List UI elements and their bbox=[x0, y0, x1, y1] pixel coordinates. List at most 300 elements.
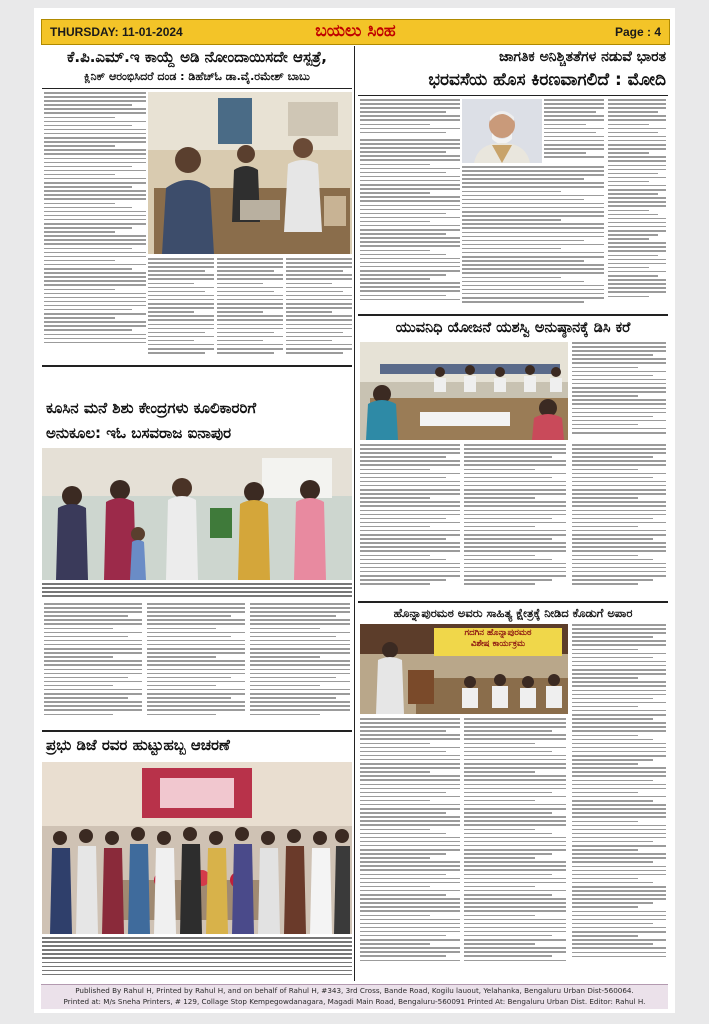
text-line bbox=[360, 258, 460, 260]
text-line bbox=[608, 165, 666, 167]
text-line bbox=[572, 416, 653, 418]
text-line bbox=[360, 894, 446, 896]
text-line bbox=[360, 882, 460, 884]
text-line bbox=[44, 174, 115, 176]
yuvanidhi-headline: ಯುವನಿಧಿ ಯೋಜನೆ ಯಶಸ್ವಿ ಅನುಷ್ಠಾನಕ್ಕೆ ಡಿಸಿ ಕರೆ bbox=[395, 320, 631, 336]
text-line bbox=[286, 291, 343, 293]
text-line bbox=[360, 111, 446, 113]
text-line bbox=[44, 632, 142, 634]
text-line bbox=[572, 956, 666, 958]
text-line bbox=[462, 186, 604, 188]
text-line bbox=[217, 270, 274, 272]
caption-line bbox=[42, 974, 352, 976]
modi-body-text-intro bbox=[360, 99, 460, 137]
text-line bbox=[608, 177, 666, 179]
text-line bbox=[464, 775, 566, 777]
text-line bbox=[360, 290, 460, 292]
text-line bbox=[360, 192, 430, 194]
text-line bbox=[360, 132, 446, 134]
text-line bbox=[462, 297, 604, 299]
text-line bbox=[44, 158, 146, 160]
kpme-subheadline: ಕ್ಲಿನಿಕ್ ಆರಂಭಿಸಿದರೆ ದಂಡ : ಡಿಹೆಚ್‌ಓ ಡಾ.ವೈ.ರಮೇಶ್ ಬಾಬು bbox=[84, 70, 310, 83]
text-line bbox=[360, 779, 460, 781]
text-line bbox=[44, 603, 142, 605]
text-line bbox=[608, 275, 658, 277]
text-line bbox=[360, 124, 430, 126]
text-line bbox=[572, 399, 666, 401]
text-line bbox=[147, 611, 245, 613]
text-line bbox=[360, 563, 460, 565]
text-line bbox=[608, 119, 666, 121]
text-line bbox=[360, 241, 460, 243]
text-line bbox=[360, 103, 460, 105]
page-number: Page : 4 bbox=[614, 25, 661, 39]
text-line bbox=[250, 640, 350, 642]
text-line bbox=[462, 170, 604, 172]
text-line bbox=[360, 286, 460, 288]
text-line bbox=[464, 522, 566, 524]
text-line bbox=[608, 267, 649, 269]
text-line bbox=[608, 283, 666, 285]
caption-line bbox=[42, 583, 352, 585]
text-line bbox=[572, 825, 666, 827]
text-line bbox=[572, 902, 653, 904]
text-line bbox=[572, 853, 666, 855]
text-line bbox=[572, 538, 653, 540]
text-line bbox=[464, 497, 535, 499]
text-line bbox=[572, 837, 666, 839]
text-line bbox=[44, 186, 132, 188]
text-line bbox=[360, 518, 446, 520]
text-line bbox=[464, 555, 535, 557]
text-line bbox=[572, 563, 666, 565]
text-line bbox=[572, 816, 666, 818]
rule bbox=[358, 601, 668, 603]
text-line bbox=[286, 278, 352, 280]
text-line bbox=[572, 518, 653, 520]
text-line bbox=[360, 510, 460, 512]
text-line bbox=[44, 313, 146, 315]
text-line bbox=[360, 559, 446, 561]
text-line bbox=[360, 734, 460, 736]
text-line bbox=[462, 289, 604, 291]
text-line bbox=[572, 673, 666, 675]
text-line bbox=[572, 919, 666, 921]
text-line bbox=[286, 332, 343, 334]
text-line bbox=[572, 501, 666, 503]
text-line bbox=[572, 939, 666, 941]
text-line bbox=[360, 176, 460, 178]
text-line bbox=[360, 833, 446, 835]
text-line bbox=[147, 628, 216, 630]
text-line bbox=[608, 152, 649, 154]
text-line bbox=[147, 603, 245, 605]
text-line bbox=[572, 771, 666, 773]
text-line bbox=[464, 910, 566, 912]
text-line bbox=[44, 652, 142, 654]
text-line bbox=[360, 274, 446, 276]
text-line bbox=[217, 262, 283, 264]
caption-line bbox=[42, 953, 352, 955]
text-line bbox=[464, 771, 535, 773]
text-line bbox=[608, 144, 666, 146]
text-line bbox=[44, 284, 146, 286]
text-line bbox=[44, 133, 146, 135]
text-line bbox=[572, 849, 638, 851]
text-line bbox=[148, 328, 214, 330]
text-line bbox=[572, 387, 666, 389]
text-line bbox=[462, 256, 604, 258]
text-line bbox=[360, 849, 460, 851]
text-line bbox=[217, 324, 283, 326]
text-line bbox=[608, 103, 666, 105]
kpme-body-text-2 bbox=[148, 258, 214, 362]
text-line bbox=[572, 841, 653, 843]
text-line bbox=[464, 456, 552, 458]
text-line bbox=[286, 348, 352, 350]
text-line bbox=[572, 571, 666, 573]
text-line bbox=[464, 751, 552, 753]
text-line bbox=[217, 344, 283, 346]
text-line bbox=[572, 870, 666, 872]
text-line bbox=[464, 546, 566, 548]
text-line bbox=[608, 197, 666, 199]
modi-portrait-photo bbox=[462, 99, 542, 163]
koosina-body-text-2 bbox=[147, 603, 245, 723]
text-line bbox=[544, 140, 604, 142]
text-line bbox=[217, 291, 274, 293]
text-line bbox=[148, 352, 205, 354]
text-line bbox=[148, 262, 214, 264]
text-line bbox=[360, 444, 460, 446]
text-line bbox=[44, 636, 128, 638]
text-line bbox=[360, 771, 430, 773]
text-line bbox=[572, 452, 666, 454]
text-line bbox=[572, 653, 666, 655]
text-line bbox=[360, 939, 460, 941]
text-line bbox=[572, 780, 653, 782]
text-line bbox=[360, 775, 460, 777]
text-line bbox=[464, 448, 566, 450]
prabhu-headline: ಪ್ರಭು ಡಿಜೆ ರವರ ಹುಟ್ಟುಹಬ್ಬ ಆಚರಣೆ bbox=[46, 736, 230, 754]
text-line bbox=[250, 689, 350, 691]
text-line bbox=[572, 371, 666, 373]
text-line bbox=[608, 263, 666, 265]
text-line bbox=[250, 644, 350, 646]
text-line bbox=[464, 518, 552, 520]
text-line bbox=[360, 718, 460, 720]
text-line bbox=[572, 788, 666, 790]
text-line bbox=[572, 874, 666, 876]
text-line bbox=[360, 151, 446, 153]
text-line bbox=[360, 225, 460, 227]
kpme-headline: ಕೆ.ಪಿ.ಎಮ್.ಇ ಕಾಯ್ದೆ ಅಡಿ ನೋಂದಾಯಿಸದೇ ಆಸ್ಪತ್ರೆ, bbox=[67, 48, 327, 66]
text-line bbox=[464, 853, 552, 855]
text-line bbox=[572, 534, 666, 536]
text-line bbox=[608, 132, 658, 134]
text-line bbox=[608, 140, 666, 142]
text-line bbox=[572, 661, 666, 663]
text-line bbox=[462, 260, 584, 262]
text-line bbox=[464, 485, 566, 487]
text-line bbox=[286, 295, 352, 297]
text-line bbox=[360, 837, 460, 839]
text-line bbox=[360, 829, 430, 831]
text-line bbox=[44, 272, 146, 274]
text-line bbox=[44, 256, 146, 258]
text-line bbox=[572, 649, 638, 651]
text-line bbox=[464, 473, 566, 475]
text-line bbox=[360, 784, 460, 786]
honnappa-headline: ಹೊನ್ನಾಪುರಮಠ ಅವರು ಸಾಹಿತ್ಯ ಕ್ಷೇತ್ರಕ್ಕೆ ನೀಡಿದ ಕೊಡುಗೆ ಅಪಾರ bbox=[393, 606, 633, 620]
text-line bbox=[44, 141, 146, 143]
modi-body-text-1 bbox=[544, 99, 604, 163]
text-line bbox=[360, 751, 446, 753]
text-line bbox=[608, 173, 658, 175]
text-line bbox=[464, 788, 566, 790]
modi-headline-2: ಭರವಸೆಯ ಹೊಸ ಕಿರಣವಾಗಲಿದೆ : ಮೋದಿ bbox=[428, 70, 666, 90]
text-line bbox=[572, 882, 653, 884]
text-line bbox=[217, 278, 283, 280]
text-line bbox=[148, 278, 214, 280]
text-line bbox=[360, 254, 446, 256]
text-line bbox=[464, 804, 566, 806]
text-line bbox=[44, 709, 142, 711]
text-line bbox=[572, 354, 653, 356]
text-line bbox=[360, 147, 460, 149]
text-line bbox=[572, 784, 666, 786]
text-line bbox=[608, 185, 666, 187]
text-line bbox=[464, 579, 552, 581]
text-line bbox=[464, 489, 566, 491]
text-line bbox=[572, 456, 653, 458]
text-line bbox=[217, 299, 283, 301]
text-line bbox=[572, 698, 653, 700]
rule bbox=[42, 365, 352, 367]
text-line bbox=[360, 747, 460, 749]
text-line bbox=[608, 193, 658, 195]
text-line bbox=[464, 526, 535, 528]
text-line bbox=[360, 221, 430, 223]
text-line bbox=[572, 735, 638, 737]
rule bbox=[42, 88, 352, 89]
text-line bbox=[464, 874, 552, 876]
text-line bbox=[572, 424, 638, 426]
text-line bbox=[217, 307, 283, 309]
text-line bbox=[360, 583, 430, 585]
modi-body-text-3 bbox=[360, 139, 460, 312]
text-line bbox=[464, 951, 566, 953]
text-line bbox=[44, 129, 146, 131]
caption-line bbox=[42, 937, 352, 939]
text-line bbox=[572, 579, 653, 581]
text-line bbox=[44, 117, 115, 119]
text-line bbox=[360, 538, 446, 540]
text-line bbox=[250, 705, 350, 707]
text-line bbox=[608, 169, 666, 171]
text-line bbox=[572, 546, 666, 548]
text-line bbox=[44, 297, 146, 299]
text-line bbox=[44, 293, 146, 295]
text-line bbox=[250, 697, 336, 699]
text-line bbox=[464, 505, 566, 507]
text-line bbox=[360, 571, 460, 573]
text-line bbox=[286, 287, 352, 289]
text-line bbox=[462, 277, 561, 279]
text-line bbox=[360, 464, 460, 466]
text-line bbox=[572, 763, 638, 765]
text-line bbox=[250, 709, 350, 711]
text-line bbox=[360, 270, 460, 272]
text-line bbox=[464, 960, 566, 962]
text-line bbox=[360, 526, 430, 528]
text-line bbox=[360, 743, 430, 745]
text-line bbox=[464, 444, 566, 446]
text-line bbox=[360, 172, 446, 174]
text-line bbox=[286, 324, 352, 326]
text-line bbox=[608, 259, 666, 261]
koosina-headline-1: ಕೂಸಿನ ಮನೆ ಶಿಶು ಕೇಂದ್ರಗಳು ಕೂಲಿಕಾರರಿಗೆ bbox=[46, 399, 257, 417]
text-line bbox=[572, 485, 666, 487]
text-line bbox=[360, 788, 460, 790]
text-line bbox=[608, 255, 658, 257]
text-line bbox=[217, 340, 263, 342]
text-line bbox=[217, 295, 283, 297]
text-line bbox=[572, 800, 653, 802]
text-line bbox=[608, 271, 666, 273]
text-line bbox=[464, 469, 535, 471]
text-line bbox=[360, 845, 460, 847]
text-line bbox=[44, 211, 146, 213]
text-line bbox=[148, 319, 214, 321]
text-line bbox=[44, 243, 146, 245]
text-line bbox=[360, 792, 446, 794]
text-line bbox=[44, 656, 113, 658]
text-line bbox=[148, 299, 214, 301]
honnappa-banner-text bbox=[434, 628, 562, 650]
text-line bbox=[544, 144, 604, 146]
text-line bbox=[147, 615, 231, 617]
caption-line bbox=[42, 966, 352, 968]
text-line bbox=[608, 287, 666, 289]
text-line bbox=[360, 522, 460, 524]
text-line bbox=[360, 726, 460, 728]
text-line bbox=[572, 408, 666, 410]
text-line bbox=[572, 460, 666, 462]
text-line bbox=[44, 178, 146, 180]
text-line bbox=[148, 340, 194, 342]
text-line bbox=[462, 199, 584, 201]
text-line bbox=[44, 100, 146, 102]
text-line bbox=[572, 477, 653, 479]
text-line bbox=[286, 270, 343, 272]
text-line bbox=[250, 656, 320, 658]
imprint-line-2: Printed at: M/s Sneha Printers, # 129, Collage Stop Kempegowdanagara, Magadi Main Road, Bengaluru-560091 Printed At: Bengaluru Urban Dist. Editor: Rahul H. bbox=[63, 997, 646, 1006]
text-line bbox=[286, 352, 343, 354]
text-line bbox=[462, 227, 604, 229]
text-line bbox=[360, 841, 460, 843]
text-line bbox=[147, 714, 216, 716]
text-line bbox=[608, 279, 666, 281]
text-line bbox=[44, 321, 146, 323]
text-line bbox=[464, 886, 535, 888]
text-line bbox=[572, 878, 638, 880]
text-line bbox=[572, 350, 666, 352]
text-line bbox=[464, 845, 566, 847]
honnappa-banner-line-1: ಗದಗಿನ ಹೊನ್ನಾಪುರಮಠ bbox=[464, 628, 532, 638]
text-line bbox=[608, 111, 658, 113]
text-line bbox=[572, 796, 666, 798]
caption-line bbox=[42, 962, 352, 964]
text-line bbox=[572, 906, 638, 908]
text-line bbox=[464, 477, 552, 479]
text-line bbox=[360, 164, 430, 166]
text-line bbox=[572, 522, 666, 524]
text-line bbox=[464, 452, 566, 454]
text-line bbox=[462, 272, 604, 274]
text-line bbox=[44, 137, 146, 139]
text-line bbox=[44, 198, 146, 200]
kpme-inspection-photo bbox=[148, 92, 352, 254]
text-line bbox=[250, 632, 350, 634]
koosina-photo-caption bbox=[42, 583, 352, 600]
text-line bbox=[44, 714, 113, 716]
text-line bbox=[44, 705, 142, 707]
text-line bbox=[44, 112, 146, 114]
text-line bbox=[544, 99, 604, 101]
text-line bbox=[360, 534, 460, 536]
text-line bbox=[572, 665, 666, 667]
text-line bbox=[572, 575, 666, 577]
text-line bbox=[250, 693, 350, 695]
text-line bbox=[360, 159, 460, 161]
text-line bbox=[147, 673, 245, 675]
text-line bbox=[148, 324, 214, 326]
text-line bbox=[360, 861, 460, 863]
text-line bbox=[360, 128, 460, 130]
text-line bbox=[360, 233, 446, 235]
text-line bbox=[360, 262, 460, 264]
text-line bbox=[464, 931, 566, 933]
text-line bbox=[44, 615, 128, 617]
rule bbox=[42, 730, 352, 732]
text-line bbox=[360, 542, 460, 544]
text-line bbox=[464, 759, 566, 761]
text-line bbox=[608, 99, 666, 101]
text-line bbox=[464, 493, 566, 495]
text-line bbox=[44, 648, 142, 650]
text-line bbox=[464, 927, 566, 929]
text-line bbox=[464, 865, 566, 867]
text-line bbox=[462, 207, 604, 209]
text-line bbox=[572, 583, 638, 585]
text-line bbox=[44, 239, 146, 241]
text-line bbox=[44, 104, 132, 106]
text-line bbox=[608, 136, 666, 138]
text-line bbox=[360, 820, 460, 822]
text-line bbox=[464, 743, 535, 745]
text-line bbox=[360, 812, 446, 814]
text-line bbox=[44, 611, 142, 613]
text-line bbox=[44, 607, 142, 609]
text-line bbox=[148, 274, 214, 276]
text-line bbox=[360, 555, 430, 557]
text-line bbox=[147, 677, 231, 679]
text-line bbox=[464, 816, 566, 818]
text-line bbox=[44, 182, 146, 184]
text-line bbox=[250, 669, 350, 671]
text-line bbox=[464, 890, 566, 892]
